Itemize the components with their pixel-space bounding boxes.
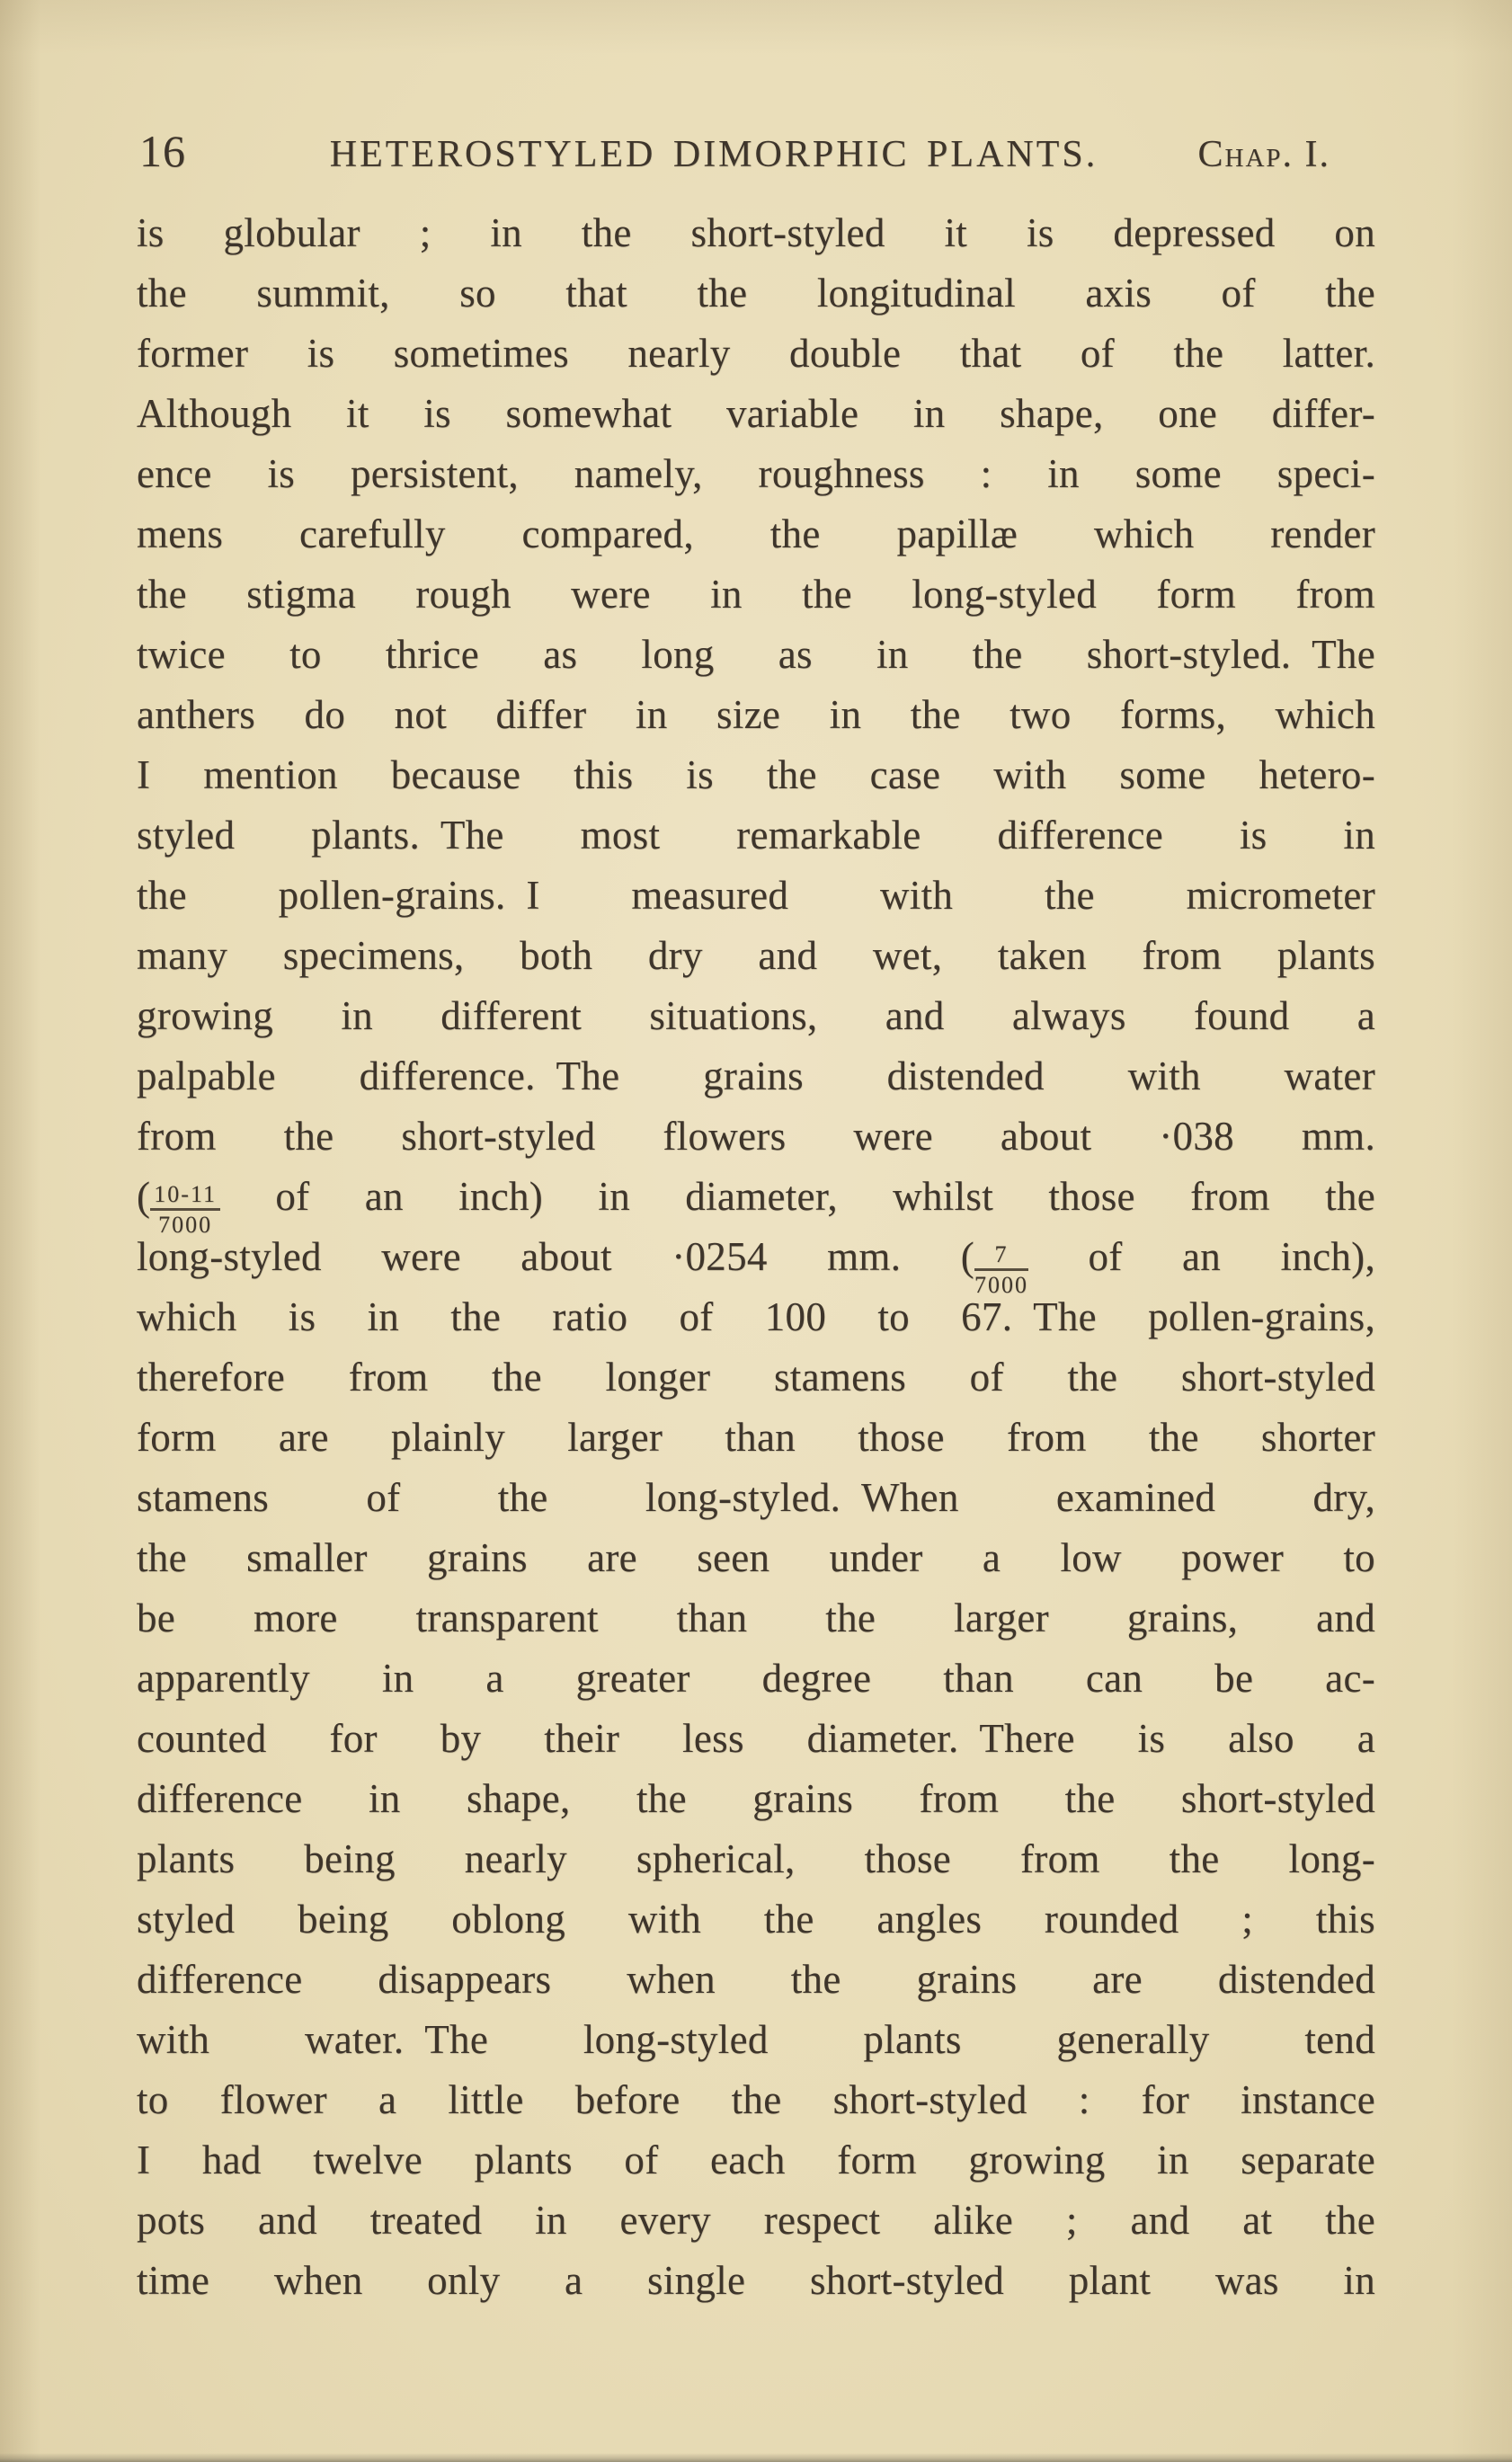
text-line: form are plainly larger than those from the shorter: [137, 1415, 1375, 1460]
text-line: long-styled were about ·0254 mm. ( $\frac{7}{7000}$ of an inch),: [137, 1234, 1376, 1298]
text-line: growing in different situations, and always found a: [137, 993, 1375, 1038]
text-line: counted for by their less diameter. There is also a: [137, 1716, 1375, 1761]
running-title: HETEROSTYLED DIMORPHIC PLANTS.: [329, 134, 1098, 175]
text-line: ( $\frac{10-11}{7000}$ of an inch) in diameter, whilst those from the: [137, 1174, 1375, 1238]
text-line: ence is persistent, namely, roughness : in some speci-: [137, 451, 1375, 496]
running-header: [0, 126, 1512, 183]
text-line: I had twelve plants of each form growing in separate: [137, 2138, 1375, 2182]
text-line: palpable difference. The grains distended with water: [137, 1053, 1375, 1098]
fraction: $\frac{7}{7000}$: [974, 1241, 1029, 1298]
text-line: former is sometimes nearly double that of the latter.: [137, 331, 1375, 376]
text-line: is globular ; in the short-styled it is depressed on: [137, 210, 1375, 255]
text-line: stamens of the long-styled. When examined dry,: [137, 1475, 1375, 1520]
text-line: therefore from the longer stamens of the short-styled: [137, 1355, 1375, 1400]
text-line: pots and treated in every respect alike ; and at the: [137, 2198, 1375, 2243]
fraction: $\frac{10-11}{7000}$: [150, 1182, 220, 1237]
chapter-label: Chap. I.: [1197, 134, 1330, 175]
text-line: difference in shape, the grains from the short-styled: [137, 1776, 1375, 1821]
text-line: the pollen-grains. I measured with the micrometer: [137, 873, 1375, 918]
text-line: anthers do not differ in size in the two forms, which: [137, 692, 1375, 737]
text-line: the stigma rough were in the long-styled form from: [137, 572, 1375, 617]
text-line: many specimens, both dry and wet, taken from plants: [137, 933, 1375, 978]
text-line: to flower a little before the short-styled : for instance: [137, 2077, 1375, 2122]
text-line: mens carefully compared, the papillæ which render: [137, 511, 1375, 556]
text-line: Although it is somewhat variable in shape, one differ-: [137, 391, 1375, 436]
text-line: the summit, so that the longitudinal axis of the: [137, 271, 1375, 316]
text-line: apparently in a greater degree than can be ac-: [137, 1656, 1375, 1701]
text-line: styled being oblong with the angles rounded ; this: [137, 1897, 1375, 1942]
page-number: 16: [139, 126, 186, 176]
text-line: from the short-styled flowers were about ·038 mm.: [137, 1114, 1375, 1159]
text-line: difference disappears when the grains are distended: [137, 1957, 1375, 2002]
text-line: be more transparent than the larger grains, and: [137, 1595, 1375, 1640]
text-line: plants being nearly spherical, those from the long-: [137, 1836, 1375, 1881]
text-line: which is in the ratio of 100 to 67. The pollen-grains,: [137, 1294, 1375, 1339]
text-column: [137, 203, 1375, 2311]
text-line: the smaller grains are seen under a low power to: [137, 1535, 1375, 1580]
text-line: twice to thrice as long as in the short-styled. The: [137, 632, 1375, 677]
text-line: with water. The long-styled plants generally tend: [137, 2017, 1375, 2062]
text-line: styled plants. The most remarkable difference is in: [137, 813, 1375, 858]
text-line: I mention because this is the case with some hetero-: [137, 752, 1375, 797]
text-line: time when only a single short-styled plant was in: [137, 2258, 1375, 2303]
